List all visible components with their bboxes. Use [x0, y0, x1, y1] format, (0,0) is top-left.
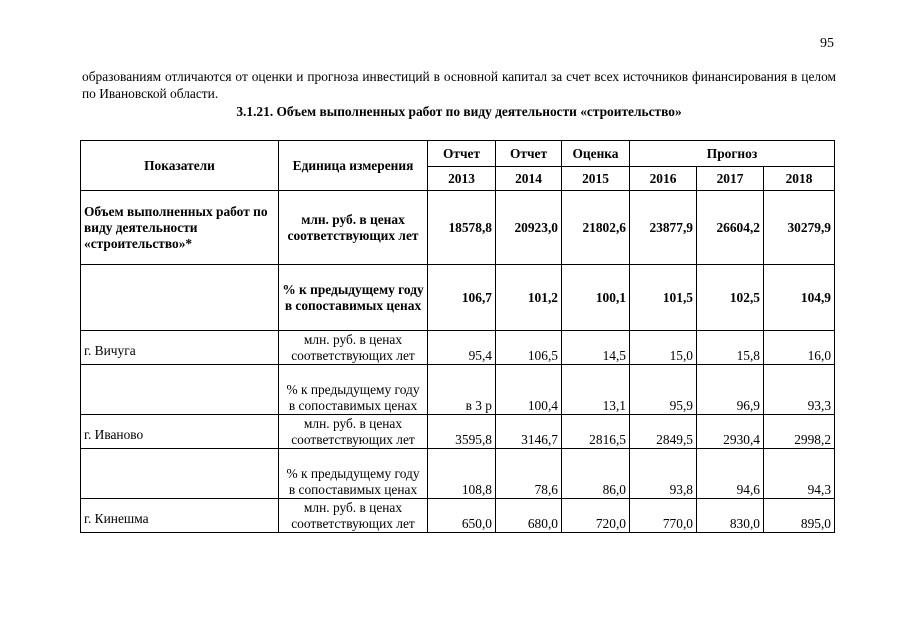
- row-unit: млн. руб. в ценах соответствующих лет: [279, 191, 428, 265]
- row-unit: % к предыдущему году в сопоставимых ценах: [279, 449, 428, 499]
- value-cell: 13,1: [562, 365, 630, 415]
- table-row: [81, 331, 835, 365]
- value-cell: 106,5: [496, 331, 562, 365]
- value-cell: 86,0: [562, 449, 630, 499]
- header-report-2014: Отчет: [496, 141, 562, 167]
- value-cell: 770,0: [630, 499, 697, 533]
- value-cell: 93,8: [630, 449, 697, 499]
- row-label: Объем выполненных работ по виду деятельности «строительство»*: [81, 191, 279, 265]
- table-title: 3.1.21. Объем выполненных работ по виду деятельности «строительство»: [236, 104, 682, 119]
- row-label: г. Иваново: [81, 415, 279, 449]
- row-label: г. Кинешма: [81, 499, 279, 533]
- header-indicators: Показатели: [81, 141, 279, 191]
- value-cell: 95,4: [428, 331, 496, 365]
- value-cell: 895,0: [764, 499, 835, 533]
- header-year: 2015: [562, 167, 630, 191]
- value-cell: 78,6: [496, 449, 562, 499]
- value-cell: 650,0: [428, 499, 496, 533]
- value-cell: 20923,0: [496, 191, 562, 265]
- value-cell: 830,0: [697, 499, 764, 533]
- row-label: [81, 449, 279, 499]
- value-cell: 26604,2: [697, 191, 764, 265]
- header-estimate: Оценка: [562, 141, 630, 167]
- value-cell: 23877,9: [630, 191, 697, 265]
- header-report-2013: Отчет: [428, 141, 496, 167]
- table-row: [81, 365, 835, 415]
- table-row: [81, 191, 835, 265]
- header-forecast: Прогноз: [630, 141, 835, 167]
- row-unit: % к предыдущему году в сопоставимых ценах: [279, 265, 428, 331]
- value-cell: 100,1: [562, 265, 630, 331]
- value-cell: 94,6: [697, 449, 764, 499]
- row-unit: млн. руб. в ценах соответствующих лет: [279, 415, 428, 449]
- header-year: 2014: [496, 167, 562, 191]
- value-cell: 104,9: [764, 265, 835, 331]
- row-label: г. Вичуга: [81, 331, 279, 365]
- header-row-1: [81, 141, 835, 167]
- value-cell: 18578,8: [428, 191, 496, 265]
- value-cell: 15,0: [630, 331, 697, 365]
- value-cell: 94,3: [764, 449, 835, 499]
- value-cell: 30279,9: [764, 191, 835, 265]
- value-cell: 21802,6: [562, 191, 630, 265]
- header-year: 2013: [428, 167, 496, 191]
- value-cell: 3146,7: [496, 415, 562, 449]
- intro-paragraph: образованиям отличаются от оценки и прогноза инвестиций в основной капитал за счет всех источников финансирования в целом по Ивановской области.: [82, 69, 836, 101]
- value-cell: 102,5: [697, 265, 764, 331]
- table-row: [81, 415, 835, 449]
- value-cell: 3595,8: [428, 415, 496, 449]
- row-unit: млн. руб. в ценах соответствующих лет: [279, 499, 428, 533]
- header-year: 2018: [764, 167, 835, 191]
- value-cell: 101,5: [630, 265, 697, 331]
- row-unit: млн. руб. в ценах соответствующих лет: [279, 331, 428, 365]
- header-year: 2016: [630, 167, 697, 191]
- value-cell: 14,5: [562, 331, 630, 365]
- value-cell: 108,8: [428, 449, 496, 499]
- row-label: [81, 365, 279, 415]
- table-row: [81, 499, 835, 533]
- value-cell: 16,0: [764, 331, 835, 365]
- table-row: [81, 265, 835, 331]
- value-cell: 2998,2: [764, 415, 835, 449]
- value-cell: 15,8: [697, 331, 764, 365]
- value-cell: 106,7: [428, 265, 496, 331]
- value-cell: 95,9: [630, 365, 697, 415]
- value-cell: 720,0: [562, 499, 630, 533]
- value-cell: 100,4: [496, 365, 562, 415]
- row-unit: % к предыдущему году в сопоставимых ценах: [279, 365, 428, 415]
- construction-volume-table: [80, 140, 835, 533]
- value-cell: 2816,5: [562, 415, 630, 449]
- value-cell: 2849,5: [630, 415, 697, 449]
- value-cell: 2930,4: [697, 415, 764, 449]
- value-cell: 93,3: [764, 365, 835, 415]
- row-label: [81, 265, 279, 331]
- page-number: 95: [820, 36, 834, 51]
- header-unit: Единица измерения: [279, 141, 428, 191]
- table-row: [81, 449, 835, 499]
- value-cell: 96,9: [697, 365, 764, 415]
- value-cell: 680,0: [496, 499, 562, 533]
- header-year: 2017: [697, 167, 764, 191]
- value-cell: в 3 р: [428, 365, 496, 415]
- value-cell: 101,2: [496, 265, 562, 331]
